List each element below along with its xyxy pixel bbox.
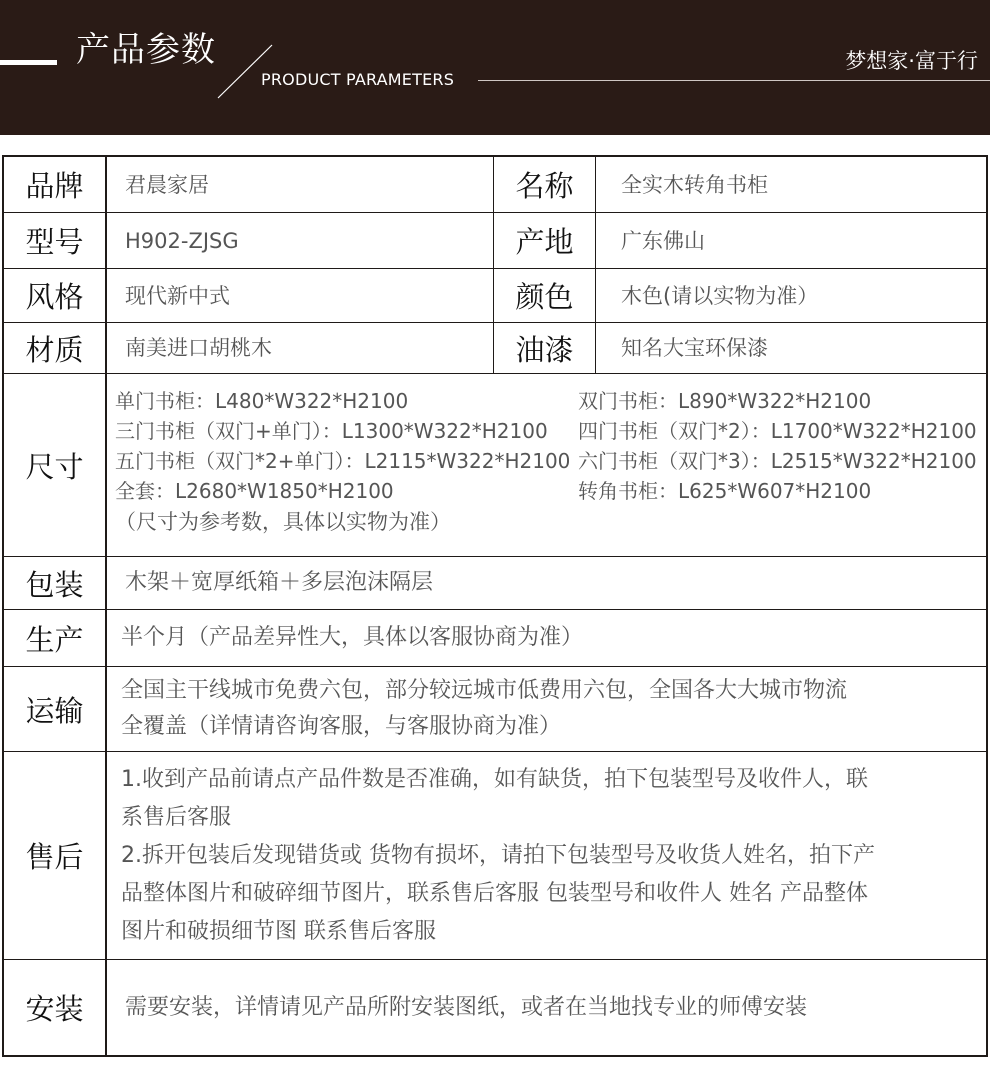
packaging-label: 包装 — [25, 567, 84, 602]
style-label: 风格 — [25, 280, 84, 314]
header-banner — [0, 0, 990, 135]
aftersales-line: 2.拆开包装后发现错货或 货物有损坏，请拍下包装型号及收货人姓名，拍下产 — [121, 842, 875, 868]
shipping-line: 全覆盖（详情请咨询客服，与客服协商为准） — [121, 714, 562, 739]
header-rule — [478, 80, 990, 81]
name-label: 名称 — [515, 169, 574, 203]
size-item: 五门书柜（双门*2+单门）：L2115*W322*H2100 — [115, 449, 571, 473]
origin-label: 产地 — [515, 225, 574, 259]
shipping-label: 运输 — [25, 693, 84, 728]
color-label: 颜色 — [515, 280, 574, 314]
brand-label: 品牌 — [25, 169, 84, 203]
material-value: 南美进口胡桃木 — [125, 336, 272, 360]
shipping-line: 全国主干线城市免费六包，部分较远城市低费用六包，全国各大大城市物流 — [121, 678, 848, 703]
size-item: 双门书柜：L890*W322*H2100 — [578, 389, 872, 413]
aftersales-value — [107, 752, 986, 959]
accent-bar — [0, 60, 57, 65]
origin-value: 广东佛山 — [621, 228, 705, 253]
model-label: 型号 — [25, 225, 84, 259]
brand-slogan: 梦想家·富于行 — [845, 49, 978, 73]
aftersales-line: 系售后客服 — [121, 804, 232, 830]
color-value: 木色(请以实物为准） — [621, 283, 819, 308]
page-title: 产品参数 — [76, 30, 216, 70]
style-value: 现代新中式 — [125, 283, 230, 308]
paint-label: 油漆 — [515, 332, 574, 367]
aftersales-line: 图片和破损细节图 联系售后客服 — [121, 918, 436, 944]
brand-value: 君晨家居 — [125, 172, 209, 197]
aftersales-line: 1.收到产品前请点产品件数是否准确，如有缺货，拍下包装型号及收件人，联 — [121, 766, 868, 792]
paint-value: 知名大宝环保漆 — [621, 336, 768, 360]
aftersales-line: 品整体图片和破碎细节图片，联系售后客服 包装型号和收件人 姓名 产品整体 — [121, 880, 868, 906]
size-label: 尺寸 — [25, 449, 84, 484]
model-value: H902-ZJSG — [125, 228, 239, 253]
packaging-value: 木架＋宽厚纸箱＋多层泡沫隔层 — [125, 570, 434, 595]
shipping-value — [107, 667, 986, 751]
size-item: 四门书柜（双门*2）：L1700*W322*H2100 — [578, 419, 977, 443]
material-label: 材质 — [25, 332, 84, 367]
production-label: 生产 — [25, 622, 84, 657]
production-value: 半个月（产品差异性大，具体以客服协商为准） — [121, 625, 584, 650]
size-item: 全套：L2680*W1850*H2100 — [115, 479, 394, 503]
aftersales-label: 售后 — [25, 840, 84, 874]
size-item: 六门书柜（双门*3）：L2515*W322*H2100 — [578, 449, 977, 473]
size-item: 三门书柜（双门+单门）：L1300*W322*H2100 — [115, 419, 548, 443]
install-label: 安装 — [25, 992, 84, 1026]
install-value: 需要安装，详情请见产品所附安装图纸，或者在当地找专业的师傅安装 — [125, 994, 808, 1020]
size-item: 转角书柜：L625*W607*H2100 — [578, 479, 872, 503]
size-item: 单门书柜：L480*W322*H2100 — [115, 389, 409, 413]
size-note: （尺寸为参考数，具体以实物为准） — [115, 510, 451, 534]
name-value: 全实木转角书柜 — [621, 172, 768, 197]
page-subtitle: PRODUCT PARAMETERS — [261, 70, 455, 89]
